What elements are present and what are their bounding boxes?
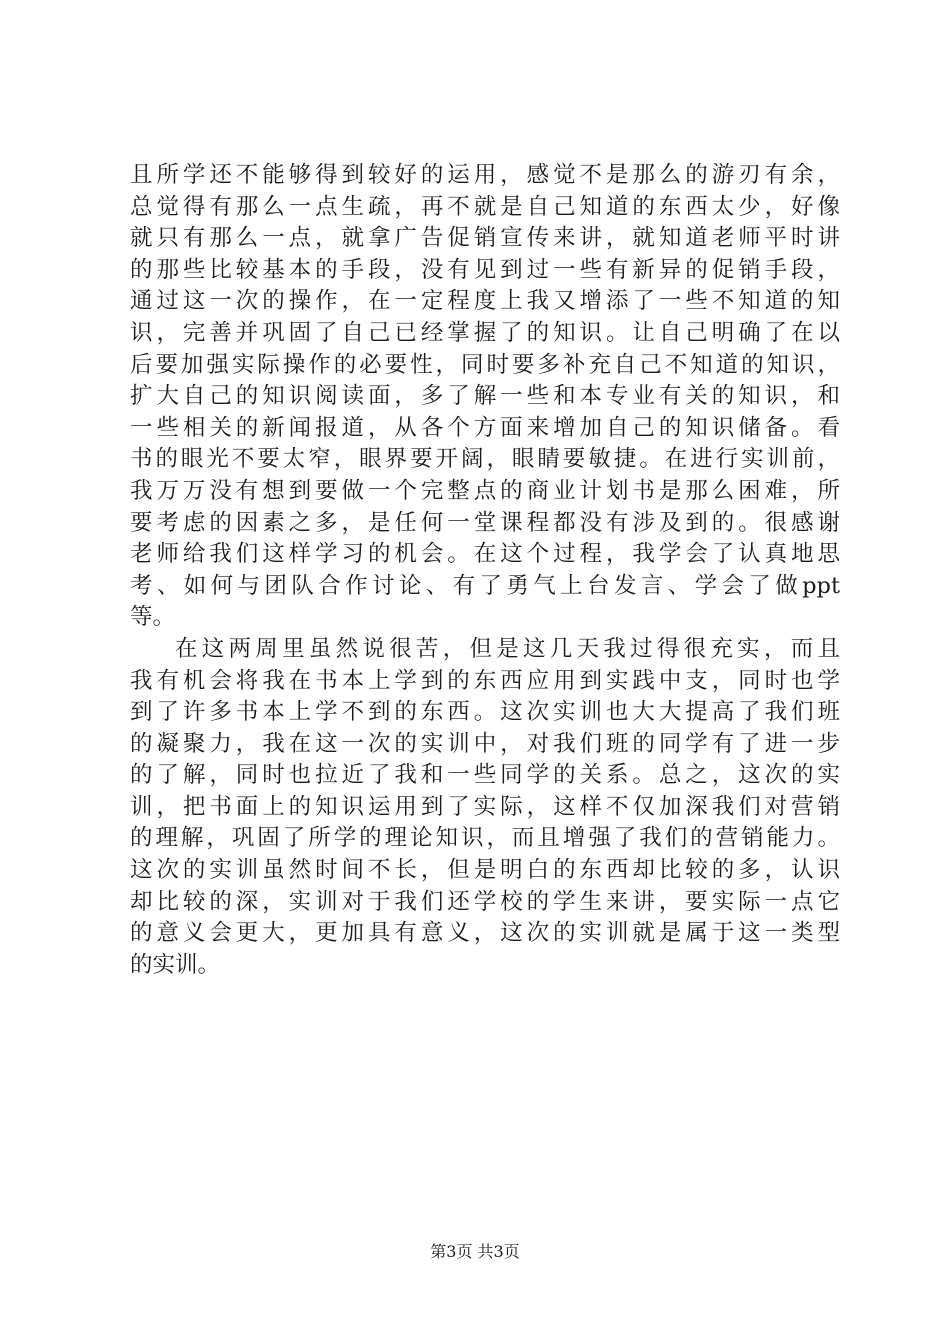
text-line: 到了许多书本上学不到的东西。这次实训也大大提高了我们班 xyxy=(130,699,840,726)
text-line: 的实训。 xyxy=(130,951,221,978)
text-line: 的理解，巩固了所学的理论知识，而且增强了我们的营销能力。 xyxy=(130,825,840,852)
paragraph-1 xyxy=(130,160,840,634)
text-line: 就只有那么一点，就拿广告促销宣传来讲，就知道老师平时讲 xyxy=(130,225,840,252)
text-line: 这次的实训虽然时间不长，但是明白的东西却比较的多，认识 xyxy=(130,857,840,884)
text-line: 总觉得有那么一点生疏，再不就是自己知道的东西太少，好像 xyxy=(130,193,840,220)
text-line: 书的眼光不要太窄，眼界要开阔，眼睛要敏捷。在进行实训前， xyxy=(130,446,840,473)
text-line: 的了解，同时也拉近了我和一些同学的关系。总之，这次的实 xyxy=(130,762,840,789)
text-line: 的凝聚力，我在这一次的实训中，对我们班的同学有了进一步 xyxy=(130,730,840,757)
text-line: 老师给我们这样学习的机会。在这个过程，我学会了认真地思 xyxy=(130,541,840,568)
text-line: 扩大自己的知识阅读面，多了解一些和本专业有关的知识，和 xyxy=(130,383,840,410)
text-line: 训，把书面上的知识运用到了实际，这样不仅加深我们对营销 xyxy=(130,793,840,820)
text-line: 的意义会更大，更加具有意义，这次的实训就是属于这一类型 xyxy=(130,920,840,947)
text-line: 我有机会将我在书本上学到的东西应用到实践中支，同时也学 xyxy=(130,667,840,694)
text-line: 却比较的深，实训对于我们还学校的学生来讲，要实际一点它 xyxy=(130,888,840,915)
text-line: 要考虑的因素之多，是任何一堂课程都没有涉及到的。很感谢 xyxy=(130,509,840,536)
text-line: 的那些比较基本的手段，没有见到过一些有新异的促销手段， xyxy=(130,256,840,283)
text-line: 等。 xyxy=(130,604,176,631)
text-line: 后要加强实际操作的必要性，同时要多补充自己不知道的知识， xyxy=(130,351,840,378)
text-line: 且所学还不能够得到较好的运用，感觉不是那么的游刃有余， xyxy=(130,162,840,188)
paragraph-2 xyxy=(130,634,840,982)
text-line: 一些相关的新闻报道，从各个方面来增加自己的知识储备。看 xyxy=(130,414,840,441)
text-line: 考、如何与团队合作讨论、有了勇气上台发言、学会了做ppt xyxy=(130,572,840,599)
body-text xyxy=(130,160,840,981)
text-line: 通过这一次的操作，在一定程度上我又增添了一些不知道的知 xyxy=(130,288,840,315)
text-line: 在这两周里虽然说很苦，但是这几天我过得很充实，而且 xyxy=(175,635,840,662)
page-number-footer: 第3页 共3页 xyxy=(430,1242,520,1261)
text-line: 我万万没有想到要做一个完整点的商业计划书是那么困难，所 xyxy=(130,477,840,504)
text-line: 识，完善并巩固了自己已经掌握了的知识。让自己明确了在以 xyxy=(130,319,840,346)
